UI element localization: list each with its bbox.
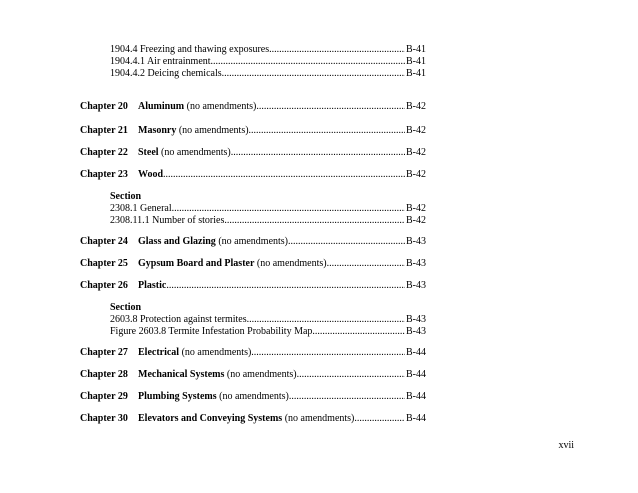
- chapter-note: (no amendments): [176, 125, 249, 136]
- dot-leader: [289, 391, 405, 403]
- dot-leader: [222, 68, 405, 80]
- entry-title-wrap: [138, 391, 289, 403]
- toc-entry[interactable]: [138, 236, 426, 248]
- toc-entry[interactable]: [138, 101, 426, 113]
- toc-entry[interactable]: [138, 169, 426, 181]
- page-ref: B-41: [406, 56, 426, 67]
- chapter-note: (no amendments): [216, 391, 289, 402]
- subentry-label: 1904.4.2 Deicing chemicals: [110, 68, 222, 79]
- page-ref: B-42: [406, 125, 426, 136]
- dot-leader: [231, 147, 405, 159]
- chapter-number: Chapter 20: [80, 101, 128, 112]
- toc-row: [0, 68, 638, 80]
- toc-row: [0, 258, 638, 270]
- dot-leader: [247, 314, 405, 326]
- chapter-title: Plastic: [138, 280, 167, 291]
- chapter-title: Wood: [138, 169, 164, 180]
- chapter-number: Chapter 21: [80, 125, 128, 136]
- toc-subentry[interactable]: [110, 44, 426, 56]
- toc-row: [0, 44, 638, 56]
- page-ref: B-44: [406, 413, 426, 424]
- chapter-number: Chapter 26: [80, 280, 128, 291]
- subentry-label: 2308.1 General: [110, 203, 172, 214]
- page-ref: B-44: [406, 369, 426, 380]
- chapter-title: Masonry: [138, 125, 177, 136]
- toc-row: [0, 191, 638, 203]
- entry-title-wrap: [138, 347, 251, 359]
- dot-leader: [224, 215, 405, 227]
- chapter-note: (no amendments): [179, 347, 252, 358]
- subentry-label: 2308.11.1 Number of stories: [110, 215, 225, 226]
- entry-title-wrap: [138, 369, 297, 381]
- entry-title-wrap: [138, 169, 163, 181]
- chapter-title: Glass and Glazing: [138, 236, 216, 247]
- chapter-number: Chapter 29: [80, 391, 128, 402]
- section-heading: Section: [110, 191, 142, 202]
- page-number: xvii: [558, 440, 574, 451]
- chapter-note: (no amendments): [215, 236, 289, 247]
- dot-leader: [166, 280, 405, 292]
- toc-row: [0, 125, 638, 137]
- page-ref: B-42: [406, 147, 426, 158]
- entry-title-wrap: [138, 101, 256, 113]
- toc-subentry[interactable]: [110, 215, 426, 227]
- entry-title-wrap: [138, 280, 166, 292]
- toc-row: [0, 203, 638, 215]
- toc-row: [0, 302, 638, 314]
- toc-entry[interactable]: [138, 125, 426, 137]
- toc-subentry[interactable]: [110, 203, 426, 215]
- toc-row: [0, 369, 638, 381]
- toc-row: [0, 56, 638, 68]
- toc-subentry[interactable]: [110, 56, 426, 68]
- chapter-title: Mechanical Systems: [138, 369, 225, 380]
- page-ref: B-43: [406, 236, 426, 247]
- toc-subentry[interactable]: [110, 326, 426, 338]
- entry-title-wrap: [138, 258, 327, 270]
- page-ref: B-42: [406, 215, 426, 226]
- toc-entry[interactable]: [138, 413, 426, 425]
- page-ref: B-44: [406, 391, 426, 402]
- chapter-note: (no amendments): [184, 101, 257, 112]
- toc-row: [0, 215, 638, 227]
- entry-title-wrap: [138, 147, 231, 159]
- page-ref: B-42: [406, 203, 426, 214]
- subentry-label: 1904.4 Freezing and thawing exposures: [110, 44, 270, 55]
- dot-leader: [269, 44, 405, 56]
- toc-row: [0, 147, 638, 159]
- dot-leader: [249, 125, 405, 137]
- chapter-note: (no amendments): [158, 147, 231, 158]
- chapter-number: Chapter 22: [80, 147, 128, 158]
- page-ref: B-43: [406, 326, 426, 337]
- dot-leader: [312, 326, 405, 338]
- dot-leader: [288, 236, 405, 248]
- subentry-label: 2603.8 Protection against termites: [110, 314, 247, 325]
- dot-leader: [354, 413, 405, 425]
- toc-entry[interactable]: [138, 391, 426, 403]
- chapter-note: (no amendments): [282, 413, 355, 424]
- page-ref: B-43: [406, 258, 426, 269]
- toc-subentry[interactable]: [110, 68, 426, 80]
- chapter-number: Chapter 27: [80, 347, 128, 358]
- toc-row: [0, 169, 638, 181]
- entry-title-wrap: [138, 236, 288, 248]
- dot-leader: [256, 101, 405, 113]
- page-ref: B-43: [406, 280, 426, 291]
- chapter-number: Chapter 23: [80, 169, 128, 180]
- toc-row: [0, 391, 638, 403]
- chapter-title: Aluminum: [138, 101, 185, 112]
- page-ref: B-42: [406, 169, 426, 180]
- toc-subentry[interactable]: [110, 314, 426, 326]
- dot-leader: [251, 347, 405, 359]
- page-ref: B-43: [406, 314, 426, 325]
- toc-entry[interactable]: [138, 280, 426, 292]
- chapter-number: Chapter 28: [80, 369, 128, 380]
- page-ref: B-41: [406, 68, 426, 79]
- page-ref: B-44: [406, 347, 426, 358]
- subentry-label: Figure 2603.8 Termite Infestation Probability Map: [110, 326, 313, 337]
- toc-row: [0, 280, 638, 292]
- chapter-title: Electrical: [138, 347, 180, 358]
- toc-row: [0, 413, 638, 425]
- toc-row: [0, 101, 638, 113]
- toc-entry[interactable]: [138, 369, 426, 381]
- dot-leader: [211, 56, 405, 68]
- chapter-title: Elevators and Conveying Systems: [138, 413, 283, 424]
- dot-leader: [327, 258, 405, 270]
- page-ref: B-41: [406, 44, 426, 55]
- toc-row: [0, 314, 638, 326]
- page-ref: B-42: [406, 101, 426, 112]
- chapter-note: (no amendments): [254, 258, 327, 269]
- toc-entry[interactable]: [138, 347, 426, 359]
- toc-row: [0, 236, 638, 248]
- section-heading: Section: [110, 302, 142, 313]
- toc-entry[interactable]: [138, 147, 426, 159]
- chapter-title: Gypsum Board and Plaster: [138, 258, 255, 269]
- entry-title-wrap: [138, 125, 249, 137]
- subentry-label: 1904.4.1 Air entrainment: [110, 56, 211, 67]
- chapter-title: Steel: [138, 147, 159, 158]
- chapter-number: Chapter 24: [80, 236, 128, 247]
- dot-leader: [297, 369, 405, 381]
- toc-row: [0, 326, 638, 338]
- dot-leader: [172, 203, 405, 215]
- entry-title-wrap: [138, 413, 354, 425]
- dot-leader: [163, 169, 405, 181]
- chapter-number: Chapter 30: [80, 413, 128, 424]
- chapter-title: Plumbing Systems: [138, 391, 217, 402]
- chapter-number: Chapter 25: [80, 258, 128, 269]
- toc-row: [0, 347, 638, 359]
- chapter-note: (no amendments): [224, 369, 297, 380]
- toc-entry[interactable]: [138, 258, 426, 270]
